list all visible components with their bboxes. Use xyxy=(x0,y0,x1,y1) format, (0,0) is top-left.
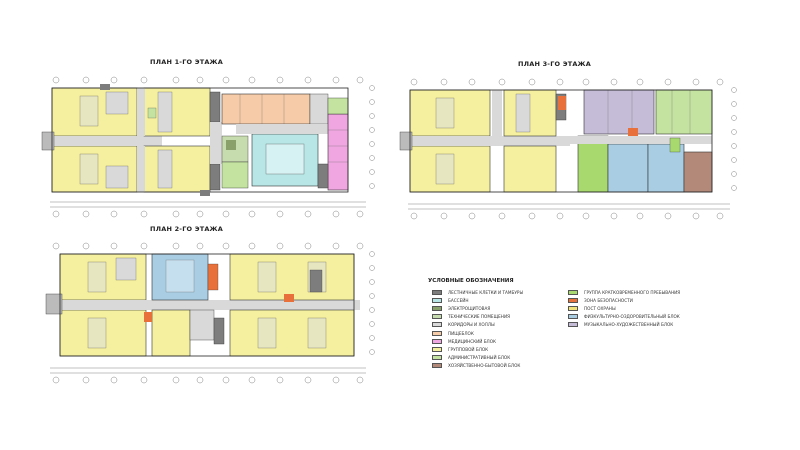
legend-item xyxy=(568,304,680,312)
legend-swatch xyxy=(568,290,578,295)
legend-item xyxy=(432,321,523,329)
legend-item xyxy=(432,304,523,312)
legend-item xyxy=(568,313,680,321)
legend-column-right xyxy=(568,288,680,329)
legend-swatch xyxy=(568,298,578,303)
legend-item xyxy=(432,337,523,345)
floor-plan-1 xyxy=(40,74,380,224)
legend-label: КОРИДОРЫ И ХОЛЛЫ xyxy=(448,322,495,328)
legend-swatch xyxy=(432,355,442,360)
legend-label: МУЗЫКАЛЬНО-ХУДОЖЕСТВЕННЫЙ БЛОК xyxy=(584,322,674,328)
legend xyxy=(428,278,728,370)
legend-label: ПИЩЕБЛОК xyxy=(448,330,474,336)
legend-swatch xyxy=(568,322,578,327)
legend-item xyxy=(432,313,523,321)
legend-item xyxy=(432,354,523,362)
legend-label: ГРУППОВОЙ БЛОК xyxy=(448,346,489,352)
legend-swatch xyxy=(432,306,442,311)
legend-label: ЭЛЕКТРОЩИТОВАЯ xyxy=(448,305,491,311)
legend-label: ЛЕСТНИЧНЫЕ КЛЕТКИ И ТАМБУРЫ xyxy=(448,289,524,295)
legend-label: ФИЗКУЛЬТУРНО-ОЗДОРОВИТЕЛЬНЫЙ БЛОК xyxy=(584,314,680,320)
plan-title-floor3: ПЛАН 3-ГО ЭТАЖА xyxy=(518,60,591,68)
legend-label: ХОЗЯЙСТВЕННО-БЫТОВОЙ БЛОК xyxy=(448,363,521,369)
legend-swatch xyxy=(432,363,442,368)
legend-swatch xyxy=(432,322,442,327)
floor-plan-3 xyxy=(400,76,745,226)
legend-item xyxy=(432,296,523,304)
plan-title-floor1: ПЛАН 1-ГО ЭТАЖА xyxy=(150,58,223,66)
legend-item xyxy=(432,345,523,353)
legend-label: ЗОНА БЕЗОПАСНОСТИ xyxy=(584,297,633,303)
legend-label: ПОСТ ОХРАНЫ xyxy=(584,305,616,311)
legend-swatch xyxy=(432,331,442,336)
legend-title: УСЛОВНЫЕ ОБОЗНАЧЕНИЯ xyxy=(428,278,514,284)
legend-item xyxy=(568,296,680,304)
legend-swatch xyxy=(432,347,442,352)
legend-item xyxy=(568,288,680,296)
legend-label: БАССЕЙН xyxy=(448,297,469,303)
legend-item xyxy=(432,362,523,370)
legend-label: ГРУППА КРАТКОВРЕМЕННОГО ПРЕБЫВАНИЯ xyxy=(584,289,681,295)
floor-plan-2 xyxy=(40,240,380,390)
plan-title-floor2: ПЛАН 2-ГО ЭТАЖА xyxy=(150,225,223,233)
legend-swatch xyxy=(432,314,442,319)
legend-item xyxy=(432,288,523,296)
legend-swatch xyxy=(432,290,442,295)
legend-swatch xyxy=(568,314,578,319)
legend-swatch xyxy=(432,339,442,344)
legend-item xyxy=(568,321,680,329)
legend-item xyxy=(432,329,523,337)
legend-label: АДМИНИСТРАТИВНЫЙ БЛОК xyxy=(448,355,511,361)
legend-column-left xyxy=(432,288,523,370)
legend-swatch xyxy=(432,298,442,303)
legend-label: ТЕХНИЧЕСКИЕ ПОМЕЩЕНИЯ xyxy=(448,314,510,320)
legend-label: МЕДИЦИНСКИЙ БЛОК xyxy=(448,338,496,344)
legend-swatch xyxy=(568,306,578,311)
